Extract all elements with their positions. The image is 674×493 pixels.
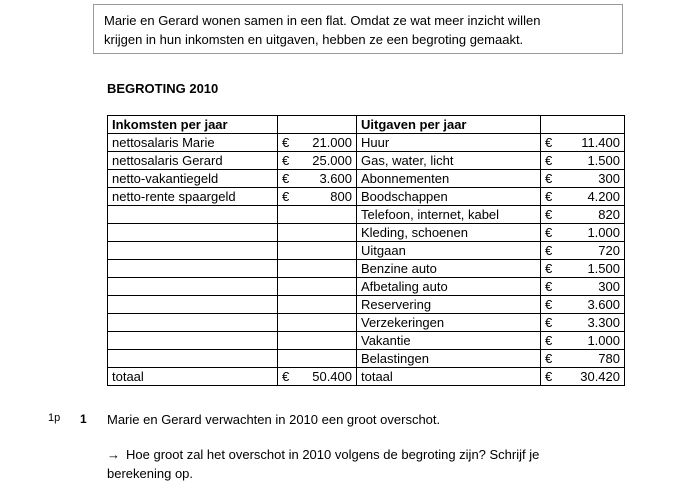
expense-header-amount — [541, 116, 625, 134]
expense-amount — [541, 350, 625, 368]
table-row — [108, 170, 625, 188]
expense-label: Gas, water, licht — [357, 152, 541, 170]
income-label — [108, 296, 278, 314]
expense-amount-value: 11.400 — [581, 135, 620, 150]
expense-amount — [541, 134, 625, 152]
income-amount-value: 800 — [330, 189, 352, 204]
table-row — [108, 224, 625, 242]
table-row — [108, 332, 625, 350]
expense-amount-value: 820 — [598, 207, 620, 222]
expense-label: Verzekeringen — [357, 314, 541, 332]
currency-symbol: € — [545, 207, 553, 222]
income-label: nettosalaris Gerard — [108, 152, 278, 170]
expense-total-value: 30.420 — [580, 369, 620, 384]
intro-line-2: krijgen in hun inkomsten en uitgaven, hebben ze een begroting gemaakt. — [104, 32, 524, 47]
currency-symbol: € — [545, 225, 553, 240]
income-amount-value: 3.600 — [319, 171, 352, 186]
expense-label: Boodschappen — [357, 188, 541, 206]
currency-symbol: € — [545, 333, 553, 348]
expense-total-label: totaal — [357, 368, 541, 386]
income-label — [108, 332, 278, 350]
currency-symbol: € — [282, 153, 290, 168]
currency-symbol: € — [545, 279, 553, 294]
expense-amount — [541, 152, 625, 170]
currency-symbol: € — [282, 171, 290, 186]
income-total-value: 50.400 — [312, 369, 352, 384]
income-label: nettosalaris Marie — [108, 134, 278, 152]
currency-symbol: € — [545, 297, 553, 312]
table-header-row — [108, 116, 625, 134]
currency-symbol: € — [545, 243, 553, 258]
income-total-label: totaal — [108, 368, 278, 386]
income-amount — [278, 260, 357, 278]
income-amount — [278, 278, 357, 296]
expense-amount — [541, 206, 625, 224]
income-amount-value: 25.000 — [312, 153, 352, 168]
total-row — [108, 368, 625, 386]
income-header: Inkomsten per jaar — [108, 116, 278, 134]
question-text: Marie en Gerard verwachten in 2010 een groot overschot. — [107, 412, 441, 427]
table-row — [108, 296, 625, 314]
income-label — [108, 314, 278, 332]
table-row — [108, 206, 625, 224]
currency-symbol: € — [282, 135, 290, 150]
income-amount — [278, 242, 357, 260]
expense-amount — [541, 170, 625, 188]
income-amount — [278, 170, 357, 188]
currency-symbol: € — [282, 189, 290, 204]
income-amount — [278, 224, 357, 242]
expense-label: Huur — [357, 134, 541, 152]
expense-amount-value: 4.200 — [587, 189, 620, 204]
table-row — [108, 350, 625, 368]
table-row — [108, 188, 625, 206]
expense-amount-value: 1.000 — [587, 225, 620, 240]
currency-symbol: € — [545, 261, 553, 276]
income-amount — [278, 296, 357, 314]
income-amount — [278, 134, 357, 152]
expense-label: Afbetaling auto — [357, 278, 541, 296]
expense-amount — [541, 242, 625, 260]
currency-symbol: € — [545, 351, 553, 366]
income-header-amount — [278, 116, 357, 134]
expense-label: Benzine auto — [357, 260, 541, 278]
expense-label: Abonnementen — [357, 170, 541, 188]
currency-symbol: € — [545, 189, 553, 204]
arrow-right-icon: → — [107, 447, 120, 462]
table-row — [108, 260, 625, 278]
income-amount — [278, 206, 357, 224]
currency-symbol: € — [545, 135, 553, 150]
income-label: netto-rente spaargeld — [108, 188, 278, 206]
income-total — [278, 368, 357, 386]
expense-amount-value: 300 — [598, 171, 620, 186]
expense-label: Vakantie — [357, 332, 541, 350]
task-line-1: Hoe groot zal het overschot in 2010 volgens de begroting zijn? Schrijf je — [126, 447, 540, 462]
expense-label: Reservering — [357, 296, 541, 314]
income-amount-value: 21.000 — [312, 135, 352, 150]
expense-amount-value: 1.000 — [587, 333, 620, 348]
income-label — [108, 260, 278, 278]
expense-amount-value: 1.500 — [587, 153, 620, 168]
budget-table — [107, 115, 625, 386]
table-row — [108, 134, 625, 152]
expense-amount — [541, 260, 625, 278]
expense-label: Belastingen — [357, 350, 541, 368]
expense-amount — [541, 314, 625, 332]
income-amount — [278, 152, 357, 170]
task-instruction — [107, 445, 607, 483]
currency-symbol: € — [545, 315, 553, 330]
task-line-2: berekening op. — [107, 466, 194, 481]
expense-amount-value: 720 — [598, 243, 620, 258]
table-row — [108, 152, 625, 170]
currency-symbol: € — [282, 369, 290, 384]
expense-amount — [541, 296, 625, 314]
income-label: netto-vakantiegeld — [108, 170, 278, 188]
expense-label: Uitgaan — [357, 242, 541, 260]
question-points: 1p — [48, 412, 61, 424]
income-amount — [278, 350, 357, 368]
expense-label: Telefoon, internet, kabel — [357, 206, 541, 224]
income-amount — [278, 314, 357, 332]
currency-symbol: € — [545, 153, 553, 168]
expense-label: Kleding, schoenen — [357, 224, 541, 242]
table-row — [108, 314, 625, 332]
expense-header: Uitgaven per jaar — [357, 116, 541, 134]
expense-amount-value: 3.300 — [587, 315, 620, 330]
expense-amount — [541, 278, 625, 296]
income-label — [108, 242, 278, 260]
income-amount — [278, 188, 357, 206]
expense-amount — [541, 188, 625, 206]
income-label — [108, 350, 278, 368]
expense-amount — [541, 224, 625, 242]
expense-amount-value: 3.600 — [587, 297, 620, 312]
expense-amount-value: 1.500 — [587, 261, 620, 276]
expense-amount-value: 780 — [598, 351, 620, 366]
income-label — [108, 224, 278, 242]
question-number: 1 — [80, 412, 87, 426]
expense-total — [541, 368, 625, 386]
income-amount — [278, 332, 357, 350]
intro-line-1: Marie en Gerard wonen samen in een flat. Omdat ze wat meer inzicht willen — [104, 13, 541, 28]
expense-amount — [541, 332, 625, 350]
expense-amount-value: 300 — [598, 279, 620, 294]
budget-heading: BEGROTING 2010 — [107, 81, 219, 96]
intro-box — [93, 4, 623, 54]
table-row — [108, 278, 625, 296]
income-label — [108, 278, 278, 296]
currency-symbol: € — [545, 369, 553, 384]
currency-symbol: € — [545, 171, 553, 186]
income-label — [108, 206, 278, 224]
table-row — [108, 242, 625, 260]
